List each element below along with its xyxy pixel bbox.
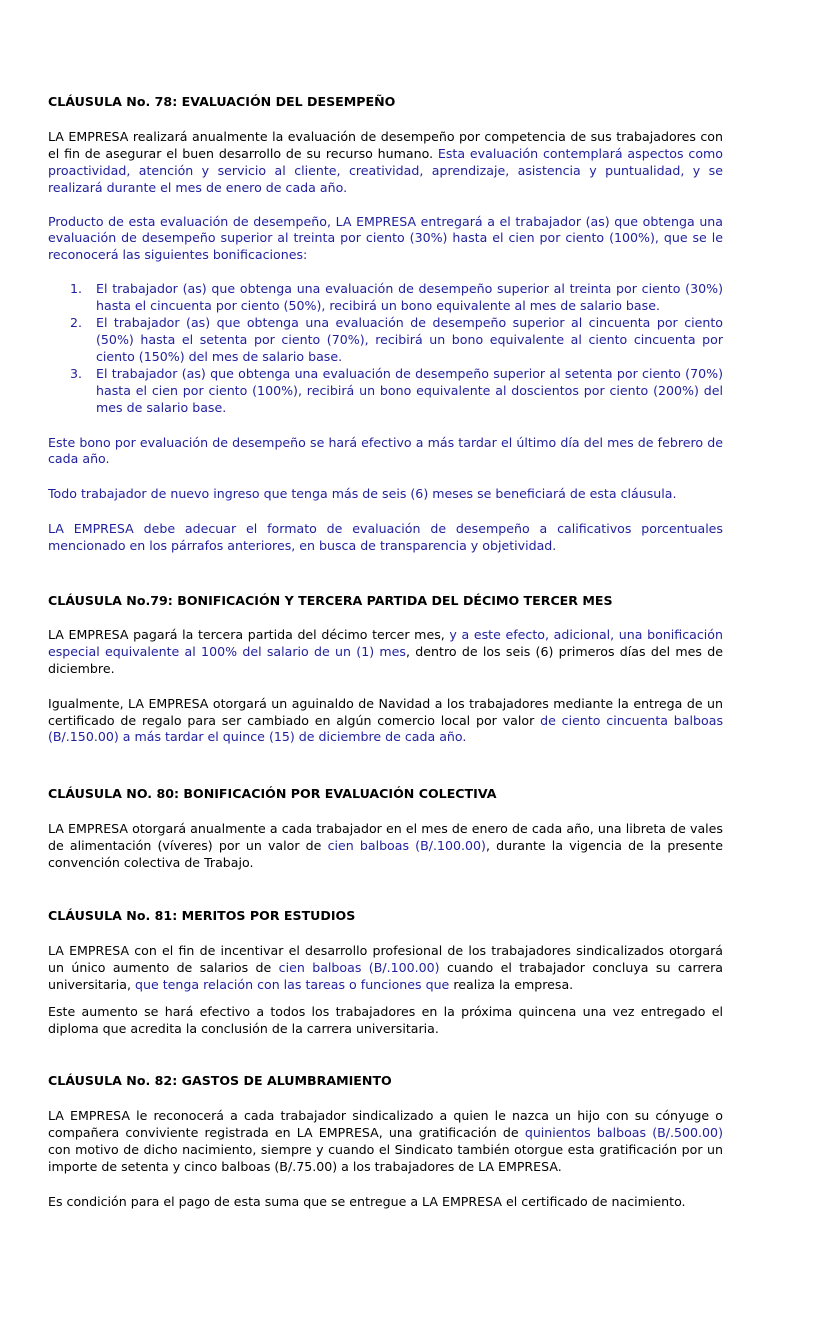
clause-78 (48, 94, 723, 555)
clause-81-paragraph-1 (48, 943, 723, 994)
clause-79-paragraph-2 (48, 696, 723, 747)
clause-78-p1-text: LA EMPRESA realizará anualmente la evaluación de desempeño por competencia de sus trabajadores con el fin de asegurar el buen desarrollo de su recurso humano. (48, 128, 723, 161)
clause-82-p1-amount: quinientos balboas (B/.500.00) (524, 1125, 723, 1141)
clause-79-p1-amendment: y a este efecto, adicional, una bonificación especial equivalente al 100% del salario de un (1) mes (48, 626, 723, 659)
list-item-number: 3. (70, 365, 83, 381)
list-item-text: El trabajador (as) que obtenga una evaluación de desempeño superior al cincuenta por ciento (50%) hasta el setenta por ciento (70%), recibirá un bono equivalente al ciento cincuenta por ciento (150%) del mes de salario base. (96, 315, 723, 364)
clause-79-p2-amendment: de ciento cincuenta balboas (B/.150.00) a más tardar el quince (15) de diciembre de cada año. (48, 712, 724, 745)
clause-78-paragraph-5: LA EMPRESA debe adecuar el formato de evaluación de desempeño a calificativos porcentuales mencionado en los párrafos anteriores, en busca de transparencia y objetividad. (48, 521, 723, 554)
clause-79-p1-text-end: , dentro de los seis (6) primeros días del mes de diciembre. (48, 643, 723, 676)
clause-81-p1-amendment: que tenga relación con las tareas o funciones que (134, 976, 450, 992)
clause-81 (48, 908, 723, 1037)
clause-82 (48, 1073, 723, 1210)
clause-78-paragraph-4: Todo trabajador de nuevo ingreso que tenga más de seis (6) meses se beneficiará de esta cláusula. (48, 486, 677, 502)
list-item (48, 366, 723, 417)
clause-79-p1-text: LA EMPRESA pagará la tercera partida del décimo tercer mes, (48, 626, 445, 642)
clause-80-paragraph-1 (48, 821, 723, 872)
clause-80-p1-amount: cien balboas (B/.100.00) (327, 838, 486, 854)
clause-82-p1-text: LA EMPRESA le reconocerá a cada trabajador sindicalizado a quien le nazca un hijo con su cónyuge o compañera conviviente registrada en LA EMPRESA, una gratificación de (48, 1108, 723, 1141)
list-item (48, 315, 723, 366)
clause-78-p1-amendment: Esta evaluación contemplará aspectos como proactividad, atención y servicio al cliente, creatividad, aprendizaje, asistencia y puntualidad, y se realizará durante el mes de enero de cada año. (48, 145, 723, 195)
clause-78-bonus-list (48, 281, 723, 416)
clause-81-paragraph-2: Este aumento se hará efectivo a todos los trabajadores en la próxima quincena una vez entregado el diploma que acredita la conclusión de la carrera universitaria. (48, 1003, 723, 1036)
clause-82-paragraph-2: Es condición para el pago de esta suma que se entregue a LA EMPRESA el certificado de nacimiento. (48, 1193, 686, 1209)
list-item-text: El trabajador (as) que obtenga una evaluación de desempeño superior al setenta por ciento (70%) hasta el cien por ciento (100%), recibirá un bono equivalente al doscientos por ciento (200%) del mes de salario base. (96, 365, 723, 415)
list-item (48, 281, 723, 315)
clause-78-paragraph-3: Este bono por evaluación de desempeño se hará efectivo a más tardar el último día del mes de febrero de cada año. (48, 434, 723, 467)
clause-82-paragraph-1 (48, 1108, 723, 1176)
clause-80-p1-text: LA EMPRESA otorgará anualmente a cada trabajador en el mes de enero de cada año, una libreta de vales de alimentación (víveres) por un valor de (48, 821, 723, 854)
clause-80-title: CLÁUSULA NO. 80: BONIFICACIÓN POR EVALUACIÓN COLECTIVA (48, 786, 497, 802)
clause-79 (48, 593, 723, 746)
clause-79-p2-text: Igualmente, LA EMPRESA otorgará un aguinaldo de Navidad a los trabajadores mediante la entrega de un certificado de regalo para ser cambiado en algún comercio local por valor (48, 695, 723, 728)
clause-78-paragraph-1 (48, 129, 723, 197)
clause-81-p1-amount: cien balboas (B/.100.00) (278, 959, 440, 975)
clause-82-title: CLÁUSULA No. 82: GASTOS DE ALUMBRAMIENTO (48, 1073, 392, 1089)
clause-80 (48, 786, 723, 872)
clause-79-paragraph-1 (48, 627, 723, 678)
list-item-number: 1. (70, 281, 83, 297)
clause-79-title: CLÁUSULA No.79: BONIFICACIÓN Y TERCERA PARTIDA DEL DÉCIMO TERCER MES (48, 593, 613, 609)
list-item-text: El trabajador (as) que obtenga una evaluación de desempeño superior al treinta por ciento (30%) hasta el cincuenta por ciento (50%), recibirá un bono equivalente al mes de salario base. (96, 281, 723, 314)
clause-81-title: CLÁUSULA No. 81: MERITOS POR ESTUDIOS (48, 908, 356, 923)
clause-78-paragraph-2: Producto de esta evaluación de desempeño, LA EMPRESA entregará a el trabajador (as) que obtenga una evaluación de desempeño superior al treinta por ciento (30%) hasta el cien por ciento (100%), que se le reconocerá las siguientes bonificaciones: (48, 213, 723, 263)
clause-78-title: CLÁUSULA No. 78: EVALUACIÓN DEL DESEMPEÑO (48, 94, 396, 109)
document-body (48, 94, 723, 1211)
clause-82-p1-text-end: con motivo de dicho nacimiento, siempre y cuando el Sindicato también otorgue esta gratificación por un importe de setenta y cinco balboas (B/.75.00) a los trabajadores de LA EMPRESA. (48, 1142, 723, 1175)
clause-80-p1-text-end: , durante la vigencia de la presente convención colectiva de Trabajo. (48, 838, 723, 871)
clause-81-p1-text-mid: cuando el trabajador concluya su carrera universitaria, (48, 959, 723, 992)
clause-81-p1-text: LA EMPRESA con el fin de incentivar el desarrollo profesional de los trabajadores sindicalizados otorgará un único aumento de salarios de (48, 942, 723, 975)
clause-81-p1-text-end: realiza la empresa. (453, 976, 574, 992)
list-item-number: 2. (70, 315, 83, 331)
